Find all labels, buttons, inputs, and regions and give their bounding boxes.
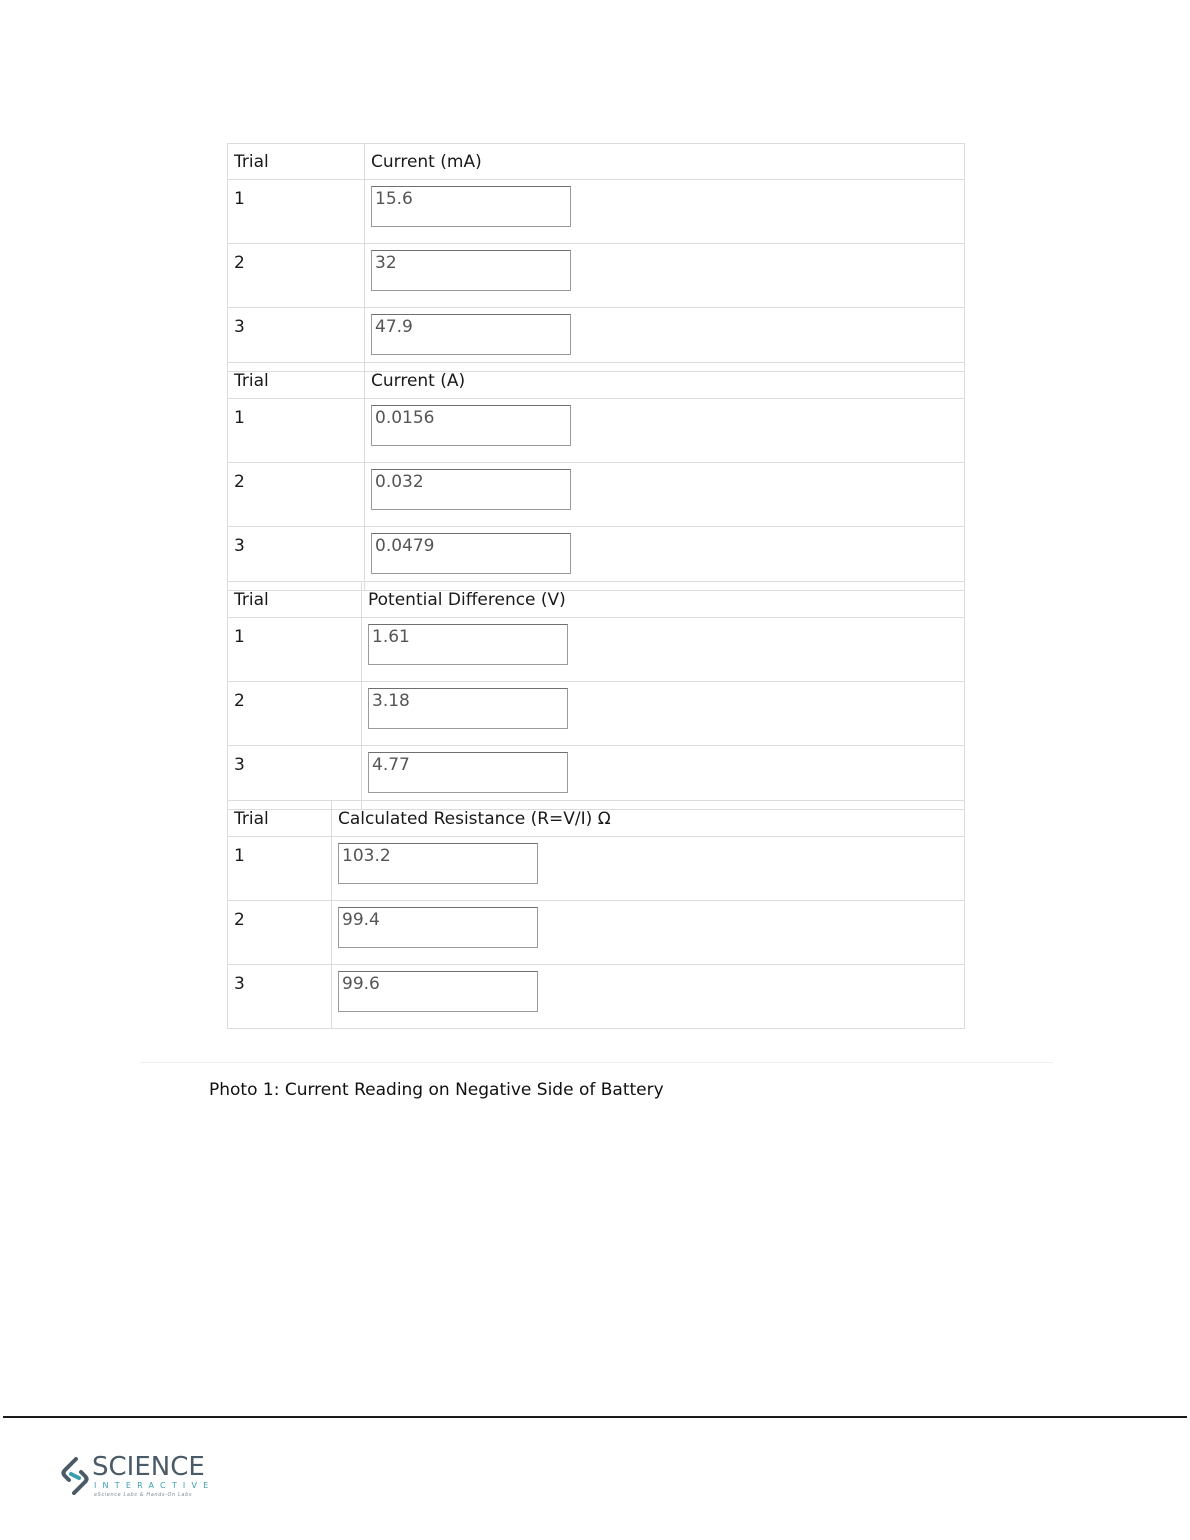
trial-number: 1 [228,837,332,901]
table-row [228,244,965,308]
trial-number: 3 [228,965,332,1029]
potential-difference-table [227,581,965,810]
current-ma-field[interactable]: 15.6 [371,186,571,227]
potential-difference-header: Potential Difference (V) [362,582,965,618]
trial-number: 3 [228,308,365,372]
current-a-field[interactable]: 0.0479 [371,533,571,574]
table-row [228,180,965,244]
current-ma-field[interactable]: 32 [371,250,571,291]
science-interactive-logo [60,1453,220,1503]
photo-caption: Photo 1: Current Reading on Negative Side of Battery [209,1080,664,1100]
current-a-header: Current (A) [365,363,965,399]
voltage-field[interactable]: 4.77 [368,752,568,793]
trial-number: 1 [228,618,362,682]
current-ma-field[interactable]: 47.9 [371,314,571,355]
resistance-field[interactable]: 99.6 [338,971,538,1012]
resistance-field[interactable]: 99.4 [338,907,538,948]
brand-name: SCIENCE [92,1452,205,1482]
table-row [228,618,965,682]
trial-number: 1 [228,399,365,463]
voltage-field[interactable]: 3.18 [368,688,568,729]
table-row [228,965,965,1029]
trial-number: 2 [228,901,332,965]
footer-divider [3,1416,1187,1418]
table-row [228,399,965,463]
logo-mark-icon [60,1457,90,1495]
trial-header: Trial [228,363,365,399]
trial-number: 2 [228,244,365,308]
resistance-header: Calculated Resistance (R=V/I) Ω [332,801,965,837]
current-a-table [227,362,965,591]
trial-number: 2 [228,463,365,527]
brand-subname: INTERACTIVE [94,1481,215,1490]
table-row [228,463,965,527]
trial-header: Trial [228,801,332,837]
current-ma-table [227,143,965,372]
current-ma-header: Current (mA) [365,144,965,180]
table-row [228,682,965,746]
section-divider [140,1062,1053,1063]
trial-header: Trial [228,144,365,180]
resistance-field[interactable]: 103.2 [338,843,538,884]
current-a-field[interactable]: 0.032 [371,469,571,510]
table-row [228,901,965,965]
brand-tagline: eScience Labs & Hands-On Labs [94,1492,193,1498]
voltage-field[interactable]: 1.61 [368,624,568,665]
current-a-field[interactable]: 0.0156 [371,405,571,446]
trial-number: 1 [228,180,365,244]
table-row [228,837,965,901]
trial-number: 3 [228,527,365,591]
trial-number: 3 [228,746,362,810]
trial-header: Trial [228,582,362,618]
trial-number: 2 [228,682,362,746]
resistance-table [227,800,965,1029]
